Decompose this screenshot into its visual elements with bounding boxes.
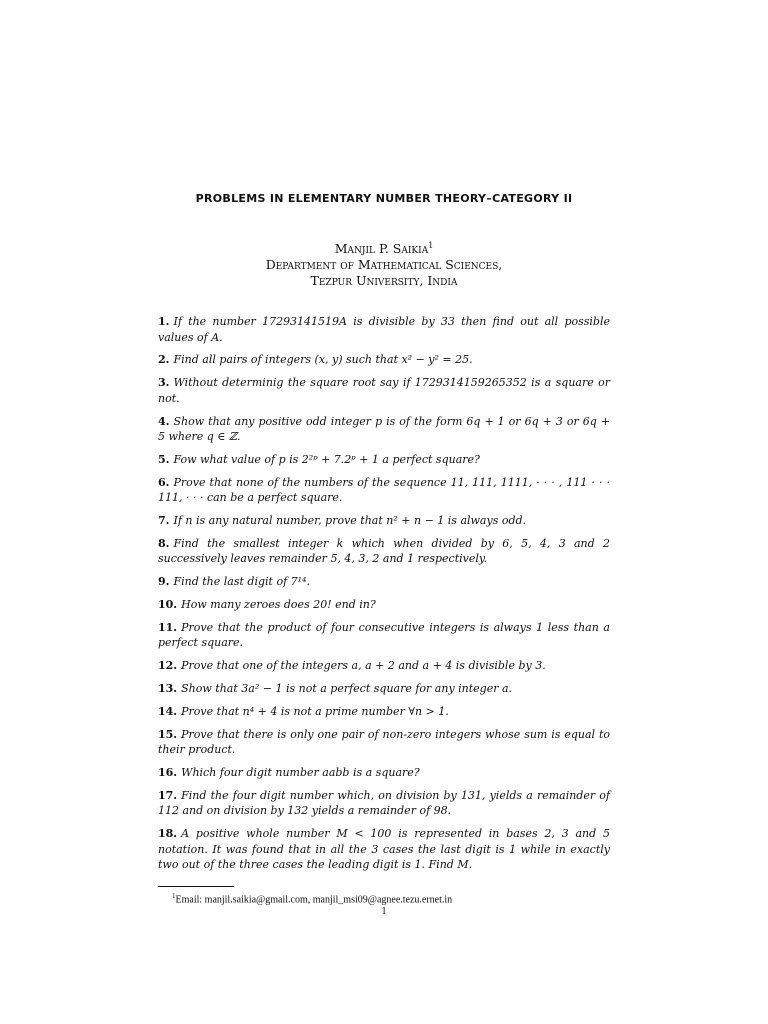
problem-item [158, 826, 610, 873]
author-name: Manjil P. Saikia$^1$ [334, 241, 434, 257]
problem-text: Find the last digit of 7¹⁴. [173, 575, 310, 589]
problem-item [158, 314, 610, 345]
footnote-text: Email: manjil.saikia@gmail.com, manjil_msi09@agnee.tezu.ernet.in [175, 894, 453, 906]
problem-text: Find the smallest integer k which when divided by 6, 5, 4, 3 and 2 successively leaves remainder 5, 4, 3, 2 and 1 respectively. [158, 536, 610, 566]
footnote [172, 892, 452, 905]
problem-number: 16. [158, 765, 178, 779]
problem-text: Show that 3a² − 1 is not a perfect square for any integer a. [181, 681, 513, 695]
author-block [0, 238, 768, 289]
problem-item [158, 452, 610, 468]
problem-number: 18. [158, 827, 178, 841]
problem-text: Prove that n⁴ + 4 is not a prime number ∀n > 1. [181, 704, 449, 718]
problem-number: 14. [158, 704, 178, 718]
author-department: Department of Mathematical Sciences, [265, 257, 503, 273]
problem-text: Fow what value of p is 2²ᵖ + 7.2ᵖ + 1 a perfect square? [173, 452, 480, 466]
problem-item [158, 414, 610, 445]
problem-item [158, 765, 610, 781]
problem-item [158, 352, 610, 368]
problem-item [158, 620, 610, 651]
problem-text: Find the four digit number which, on division by 131, yields a remainder of 112 and on division by 132 yields a remainder of 98. [158, 788, 610, 818]
problem-number: 3. [158, 376, 170, 390]
problem-number: 2. [158, 353, 170, 367]
problem-number: 8. [158, 536, 170, 550]
problem-item [158, 788, 610, 819]
problem-text: Show that any positive odd integer p is of the form 6q + 1 or 6q + 3 or 6q + 5 where q ∈ ℤ. [158, 414, 610, 444]
footnote-mark: 1 [172, 892, 176, 900]
problem-text: Without determinig the square root say if 1729314159265352 is a square or not. [158, 376, 610, 405]
problem-item [158, 681, 610, 697]
problem-text: Find all pairs of integers (x, y) such that x² − y² = 25. [173, 353, 473, 367]
author-university: Tezpur University, India [310, 273, 458, 289]
problem-item [158, 475, 610, 506]
problem-number: 1. [158, 315, 170, 328]
problem-number: 9. [158, 575, 170, 589]
problem-number: 13. [158, 681, 178, 695]
problem-item [158, 597, 610, 613]
problem-text: Which four digit number aabb is a square? [181, 765, 420, 779]
problem-number: 17. [158, 788, 178, 802]
problem-item [158, 375, 610, 406]
problem-item [158, 704, 610, 720]
problem-number: 10. [158, 598, 178, 611]
problem-item [158, 536, 610, 567]
problem-text: A positive whole number M < 100 is represented in bases 2, 3 and 5 notation. It was found that in all the 3 cases the last digit is 1 while in exactly two out of the three cases the leading digit is 1. Find M. [158, 827, 610, 872]
footnote-marker: 1 [428, 241, 434, 250]
problem-text: If the number 17293141519A is divisible by 33 then find out all possible values of A. [158, 315, 610, 344]
problem-item [158, 513, 610, 529]
problem-item [158, 658, 610, 674]
problem-list [158, 314, 610, 880]
page-number: 1 [381, 906, 387, 917]
problem-item [158, 574, 610, 590]
problem-text: Prove that none of the numbers of the sequence 11, 111, 1111, · · · , 111 · · · 111, · · · can be a perfect square. [158, 475, 610, 505]
problem-number: 11. [158, 620, 178, 634]
document-title: PROBLEMS IN ELEMENTARY NUMBER THEORY–CATEGORY II [195, 192, 573, 205]
problem-text: If n is any natural number, prove that n² + n − 1 is always odd. [173, 514, 527, 528]
problem-text: How many zeroes does 20! end in? [181, 598, 376, 611]
problem-text: Prove that there is only one pair of non-zero integers whose sum is equal to their product. [158, 727, 610, 757]
problem-number: 15. [158, 727, 178, 741]
problem-number: 6. [158, 475, 170, 489]
footnote-rule [158, 886, 234, 887]
problem-number: 12. [158, 659, 178, 673]
problem-text: Prove that the product of four consecutive integers is always 1 less than a perfect square. [158, 620, 610, 650]
problem-number: 5. [158, 452, 170, 466]
problem-number: 7. [158, 514, 170, 528]
problem-text: Prove that one of the integers a, a + 2 and a + 4 is divisible by 3. [181, 659, 546, 673]
problem-item [158, 727, 610, 758]
problem-number: 4. [158, 414, 170, 428]
